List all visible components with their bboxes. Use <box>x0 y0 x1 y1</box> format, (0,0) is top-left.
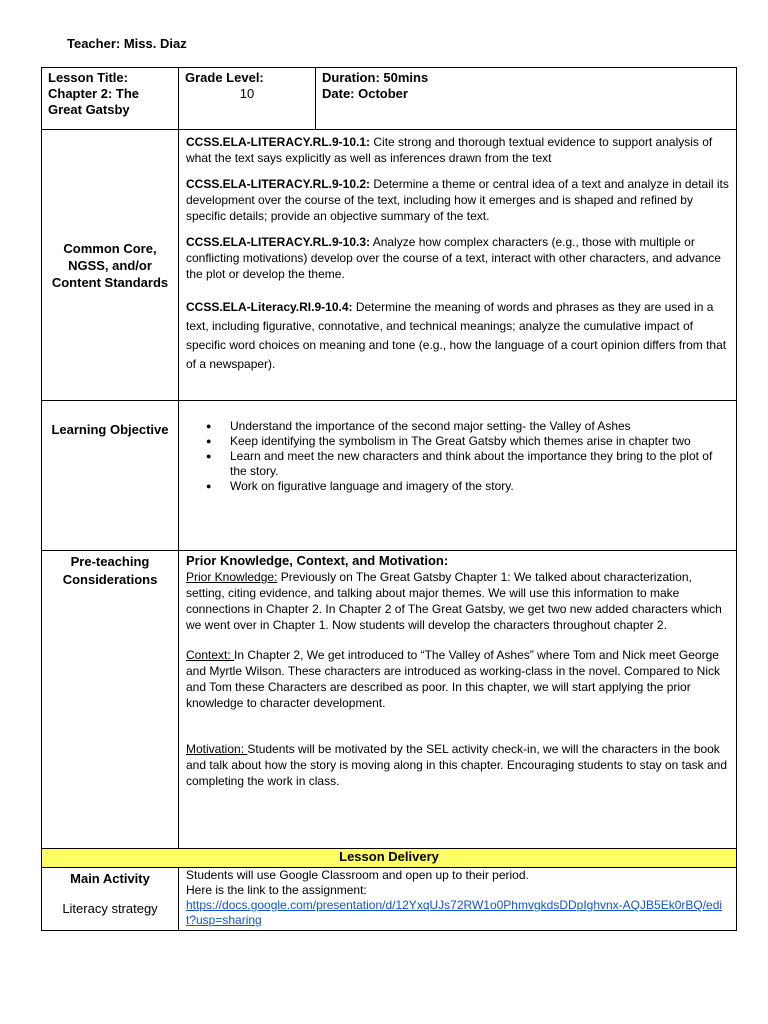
main-activity-row <box>42 868 737 931</box>
literacy-strategy-label: Literacy strategy <box>62 901 158 916</box>
duration-date <box>316 68 737 130</box>
lesson-delivery-heading: Lesson Delivery <box>42 849 737 868</box>
activity-line-1: Students will use Google Classroom and open up to their period. <box>186 868 529 882</box>
activity-content <box>179 868 737 931</box>
activity-line-2: Here is the link to the assignment: <box>186 883 367 897</box>
preteaching-row <box>42 551 737 849</box>
objective-label: Learning Objective <box>42 401 179 551</box>
duration: Duration: 50mins <box>322 70 429 85</box>
grade-level <box>179 68 316 130</box>
grade-label: Grade Level: <box>185 70 264 85</box>
preteaching-heading: Prior Knowledge, Context, and Motivation: <box>186 553 449 568</box>
objective-item: ● Keep identifying the symbolism in The Great Gatsby which themes arise in chapter two <box>206 434 730 449</box>
lesson-delivery-row <box>42 849 737 868</box>
standards-label: Common Core, NGSS, and/or Content Standards <box>42 130 179 401</box>
objective-item: ● Work on figurative language and imagery of the story. <box>206 479 730 494</box>
objective-list <box>186 419 730 494</box>
activity-labels <box>42 868 179 931</box>
header-row <box>42 68 737 130</box>
objective-row <box>42 401 737 551</box>
lesson-title: Lesson Title: Chapter 2: The Great Gatsby <box>42 68 179 130</box>
motivation: Motivation: Students will be motivated by the SEL activity check-in, we will the characters in the book and talk about how the story is moving along in this chapter. Encouraging students to stay on task and completing the work in class. <box>186 742 727 788</box>
objective-content <box>179 401 737 551</box>
standard-item: CCSS.ELA-Literacy.RI.9-10.4: Determine the meaning of words and phrases as they are used in a text, including figurative, connotative, and technical meanings; analyze the cumulative impact of specific word choices on meaning and tone (e.g., how the language of a court opinion differs from that of a newspaper). <box>186 300 727 371</box>
assignment-link[interactable]: https://docs.google.com/presentation/d/12YxqUJs72RW1o0PhmvgkdsDDpIghvnx-AQJB5Ek0rBQ/edit?usp=sharing <box>186 898 723 927</box>
context: Context: In Chapter 2, We get introduced to “The Valley of Ashes” where Tom and Nick meet George and Myrtle Wilson. These characters are introduced as working-class in the novel. Compared to Nick and Tom these Characters are described as poor. In this chapter, we will start applying the prior knowledge to character development. <box>186 648 721 710</box>
standard-item: CCSS.ELA-LITERACY.RL.9-10.1: Cite strong and thorough textual evidence to support analysis of what the text says explicitly as well as inferences drawn from the text <box>186 135 713 165</box>
teacher-name: Teacher: Miss. Diaz <box>67 36 187 51</box>
standard-item: CCSS.ELA-LITERACY.RL.9-10.2: Determine a theme or central idea of a text and analyze in detail its development over the course of the text, including how it emerges and is shaped and refined by specific details; provide an objective summary of the text. <box>186 177 729 223</box>
objective-item: ● Understand the importance of the second major setting- the Valley of Ashes <box>206 419 730 434</box>
main-activity-label: Main Activity <box>70 871 150 886</box>
standard-item: CCSS.ELA-LITERACY.RL.9-10.3: Analyze how complex characters (e.g., those with multiple or conflicting motivations) develop over the course of a text, interact with other characters, and advance the plot or develop the theme. <box>186 235 721 281</box>
lesson-plan-table <box>41 67 737 931</box>
preteaching-label: Pre-teaching Considerations <box>42 551 179 849</box>
preteaching-content <box>179 551 737 849</box>
prior-knowledge: Prior Knowledge: Previously on The Great Gatsby Chapter 1: We talked about characterization, setting, citing evidence, and talking about major themes. We will use this information to make connections in Chapter 2. In Chapter 2 of The Great Gatsby, we get two new added characters which we went over in Chapter 1. Now students will develop the characters throughout chapter 2. <box>186 570 722 632</box>
grade-value: 10 <box>239 86 255 101</box>
date: Date: October <box>322 86 408 101</box>
standards-content <box>179 130 737 401</box>
objective-item: ● Learn and meet the new characters and think about the importance they bring to the plot of the story. <box>206 449 730 479</box>
standards-row <box>42 130 737 401</box>
